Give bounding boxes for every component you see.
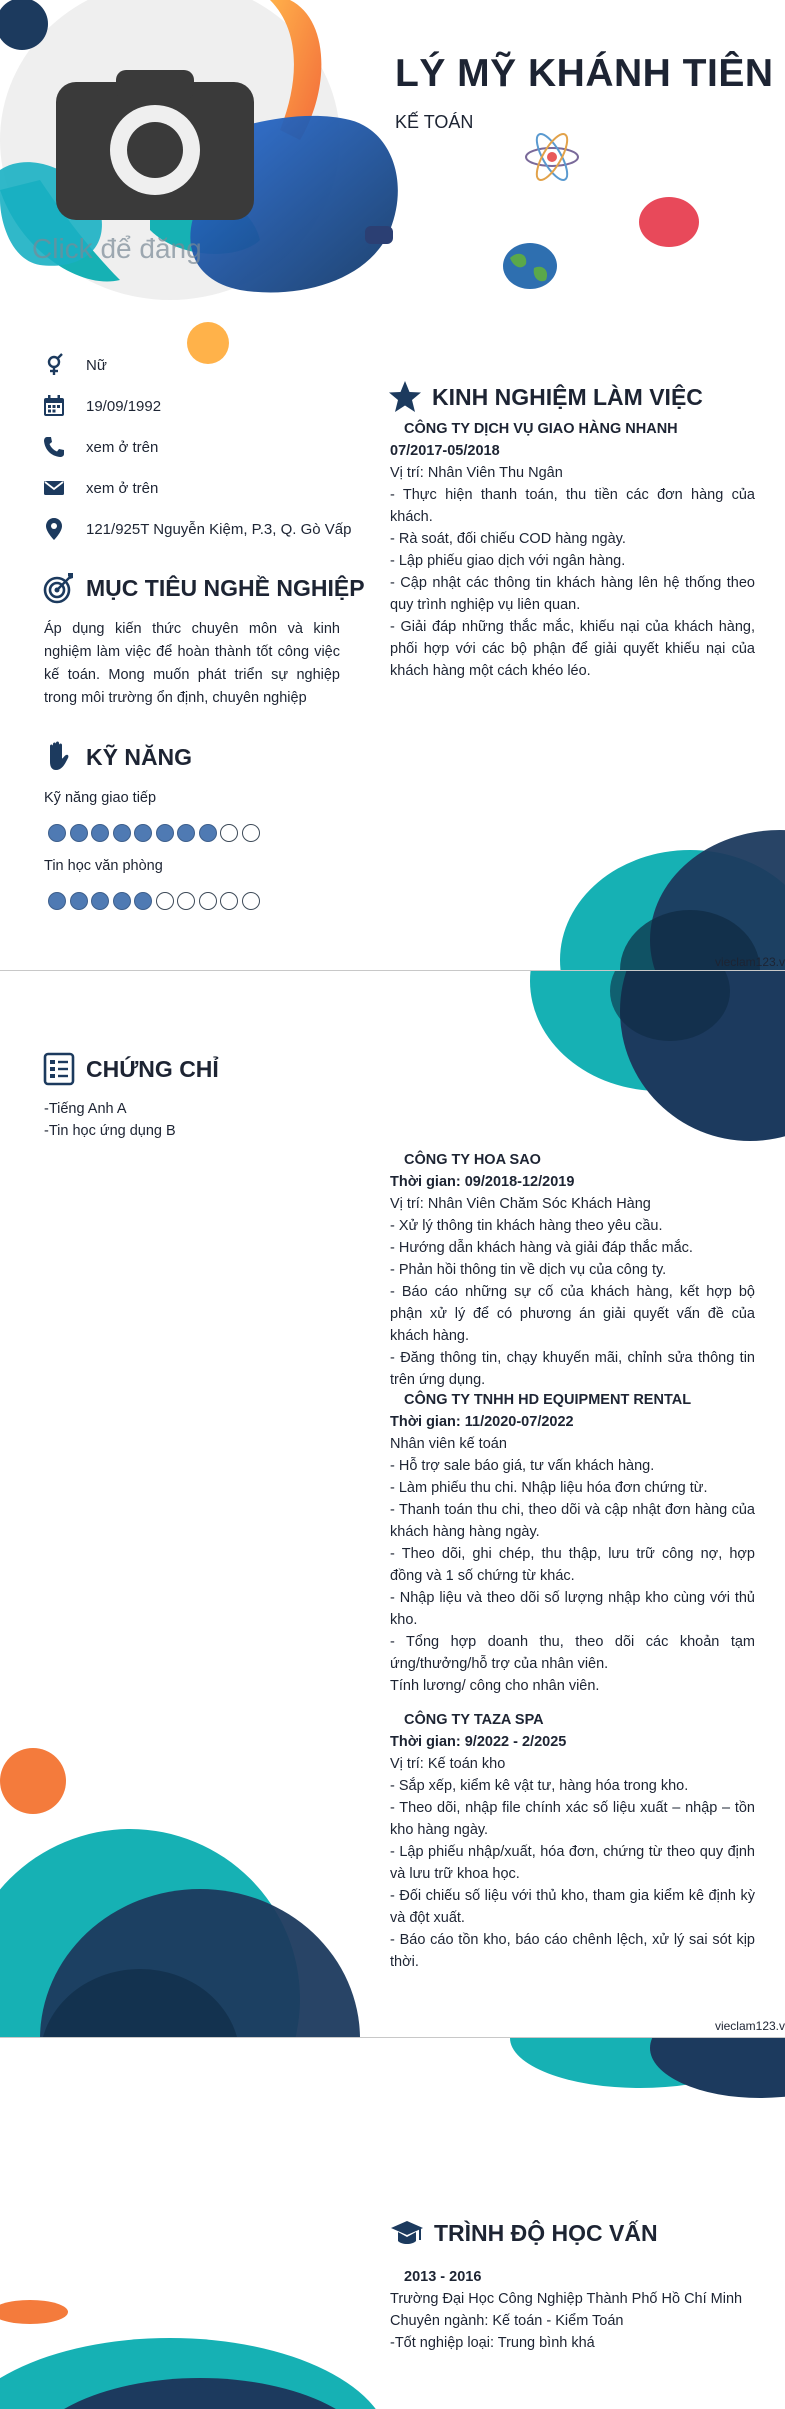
skill-dot [70,824,88,842]
camera-icon[interactable] [56,70,256,225]
skill-dot [134,824,152,842]
job-detail-line: - Báo cáo những sự cố của khách hàng, kết hợp bộ phận xử lý để có phương án giải quyết vấn đề của khách hàng. [390,1284,755,1344]
certificates-title: CHỨNG CHỈ [86,1055,219,1082]
education-line: Trường Đại Học Công Nghiệp Thành Phố Hồ Chí Minh [390,2291,743,2307]
graduation-cap-icon [390,2216,424,2250]
job-detail-line: - Cập nhật các thông tin khách hàng lên hệ thống theo quy trình nghiệp vụ liên quan. [390,575,755,613]
footer-decoration-2 [0,1729,380,2038]
skills-title: KỸ NĂNG [86,743,193,770]
skill-dot [48,824,66,842]
cv-page-2 [0,970,785,2038]
education-period: 2013 - 2016 [404,2269,482,2285]
job-detail-line: - Làm phiếu thu chi. Nhập liệu hóa đơn chứng từ. [390,1480,708,1496]
job-detail-line: - Thực hiện thanh toán, thu tiền các đơn hàng của khách. [390,487,755,525]
job-detail-line: Nhân viên kế toán [390,1436,507,1452]
job-title: KẾ TOÁN [395,112,474,132]
skill-name-office: Tin học văn phòng [44,858,163,874]
skill-dot [199,824,217,842]
education-line: Chuyên ngành: Kế toán - Kiểm Toán [390,2313,624,2329]
target-icon [42,571,76,605]
gender-value: Nữ [86,356,107,374]
skill-name-communication: Kỹ năng giao tiếp [44,790,157,806]
experience-heading [388,380,703,414]
job-company: CÔNG TY DỊCH VỤ GIAO HÀNG NHANH [404,421,678,437]
skill-rating-office [48,892,260,910]
job-detail-line: - Xử lý thông tin khách hàng theo yêu cầu. [390,1218,663,1234]
job-company: CÔNG TY HOA SAO [404,1152,541,1168]
header-decoration-3 [500,2038,785,2098]
job-entry [390,1709,755,1973]
certificates-heading [42,1052,219,1086]
info-email [42,474,158,502]
job-detail-line: Vị trí: Kế toán kho [390,1756,506,1772]
experience-title: KINH NGHIỆM LÀM VIỆC [432,383,703,410]
job-period: Thời gian: 11/2020-07/2022 [390,1414,574,1430]
atom-icon [522,132,582,182]
skill-dot [220,824,238,842]
skill-dot [177,824,195,842]
job-detail-line: - Theo dõi, nhập file chính xác số liệu xuất – nhập – tồn kho hàng ngày. [390,1800,755,1838]
job-detail-line: - Theo dõi, ghi chép, thu thập, lưu trữ công nợ, hợp đồng và 1 số chứng từ khác. [390,1546,755,1584]
job-detail-line: - Lập phiếu giao dịch với ngân hàng. [390,553,626,569]
job-period: 07/2017-05/2018 [390,443,500,459]
skills-heading [42,740,192,774]
job-detail-line: - Đăng thông tin, chạy khuyến mãi, chỉnh sửa thông tin trên ứng dụng. [390,1350,755,1388]
job-company: CÔNG TY TAZA SPA [404,1712,544,1728]
objective-text: Áp dụng kiến thức chuyên môn và kinh nghiệm làm việc để hoàn thành tốt công việc kế toán. Mong muốn phát triển sự nghiệp trong môi trường ổn định, chuyên nghiệp [44,621,340,706]
job-detail-line: Tính lương/ công cho nhân viên. [390,1678,600,1694]
skill-dot [220,892,238,910]
job-detail-line: - Nhập liệu và theo dõi số lượng nhập kho cùng với thủ kho. [390,1590,755,1628]
phone-icon [42,435,66,459]
job-detail-line: - Hỗ trợ sale báo giá, tư vấn khách hàng. [390,1458,655,1474]
cv-page-1 [0,0,785,970]
skill-dot [177,892,195,910]
job-detail-line: - Tổng hợp doanh thu, theo dõi các khoản tạm ứng/thưởng/hỗ trợ của nhân viên. [390,1634,755,1672]
skill-dot [242,892,260,910]
job-detail-line: Vị trí: Nhân Viên Thu Ngân [390,465,563,481]
job-entry [390,1389,755,1697]
objective-heading [42,571,365,605]
address-value: 121/925T Nguyễn Kiệm, P.3, Q. Gò Vấp [86,520,352,538]
birthday-value: 19/09/1992 [86,397,162,415]
skill-dot [156,824,174,842]
job-detail-line: - Hướng dẫn khách hàng và giải đáp thắc mắc. [390,1240,693,1256]
hand-icon [42,740,76,774]
skill-dot [113,892,131,910]
footer-watermark: vieclam123.v [714,955,785,969]
job-detail-line: - Giải đáp những thắc mắc, khiếu nại của khách hàng, phối hợp với các bộ phận để giải quyết khiếu nại của khách hàng một cách khéo léo. [390,619,755,679]
skill-dot [91,892,109,910]
email-value: xem ở trên [86,479,159,497]
job-detail-line: - Đối chiếu số liệu với thủ kho, tham gia kiểm kê định kỳ và đột xuất. [390,1888,755,1926]
globe-icon [500,240,560,292]
info-birthday [42,392,161,420]
skill-dot [48,892,66,910]
footer-decoration-3 [0,2298,380,2409]
job-detail-line: - Lập phiếu nhập/xuất, hóa đơn, chứng từ theo quy định và lưu trữ khoa học. [390,1844,755,1882]
skill-dot [199,892,217,910]
location-pin-icon [42,517,66,541]
certificate-item: -Tiếng Anh A [44,1101,127,1117]
skill-dot [134,892,152,910]
header-decoration-2 [500,971,785,1141]
job-company: CÔNG TY TNHH HD EQUIPMENT RENTAL [404,1392,692,1408]
education-heading [390,2216,658,2250]
gender-icon [42,353,66,377]
info-gender [42,351,107,379]
education-title: TRÌNH ĐỘ HỌC VẤN [434,2219,658,2246]
info-address [42,515,351,543]
phone-value: xem ở trên [86,438,159,456]
calendar-icon [42,394,66,418]
footer-watermark: vieclam123.v [714,2019,785,2033]
info-phone [42,433,158,461]
job-detail-line: - Thanh toán thu chi, theo dõi và cập nhật đơn hàng của khách hàng hàng ngày. [390,1502,755,1540]
footer-decoration [560,820,785,970]
star-icon [388,380,422,414]
skill-dot [156,892,174,910]
job-period: Thời gian: 09/2018-12/2019 [390,1174,575,1190]
skill-dot [91,824,109,842]
job-detail-line: - Sắp xếp, kiểm kê vật tư, hàng hóa trong kho. [390,1778,689,1794]
skill-dot [113,824,131,842]
job-period: Thời gian: 9/2022 - 2/2025 [390,1734,567,1750]
job-detail-line: - Rà soát, đối chiếu COD hàng ngày. [390,531,626,547]
candidate-name: LÝ MỸ KHÁNH TIÊN [395,52,774,95]
skill-dot [70,892,88,910]
email-icon [42,476,66,500]
skill-rating-communication [48,824,260,842]
avatar-upload-hint[interactable]: Click để đăng [32,233,202,264]
red-blob-icon [636,194,702,250]
education-line: -Tốt nghiệp loại: Trung bình khá [390,2335,595,2351]
job-detail-line: Vị trí: Nhân Viên Chăm Sóc Khách Hàng [390,1196,651,1212]
skill-dot [242,824,260,842]
certificate-item: -Tin học ứng dụng B [44,1123,176,1139]
job-detail-line: - Báo cáo tồn kho, báo cáo chênh lệch, xử lý sai sót kịp thời. [390,1932,755,1970]
job-detail-line: - Phản hồi thông tin về dịch vụ của công ty. [390,1262,667,1278]
job-entry [390,1149,755,1391]
objective-title: MỤC TIÊU NGHỀ NGHIỆP [86,574,365,601]
education-entry [390,2266,755,2354]
job-entry [390,418,755,682]
cv-page-3 [0,2037,785,2409]
checklist-icon [42,1052,76,1086]
